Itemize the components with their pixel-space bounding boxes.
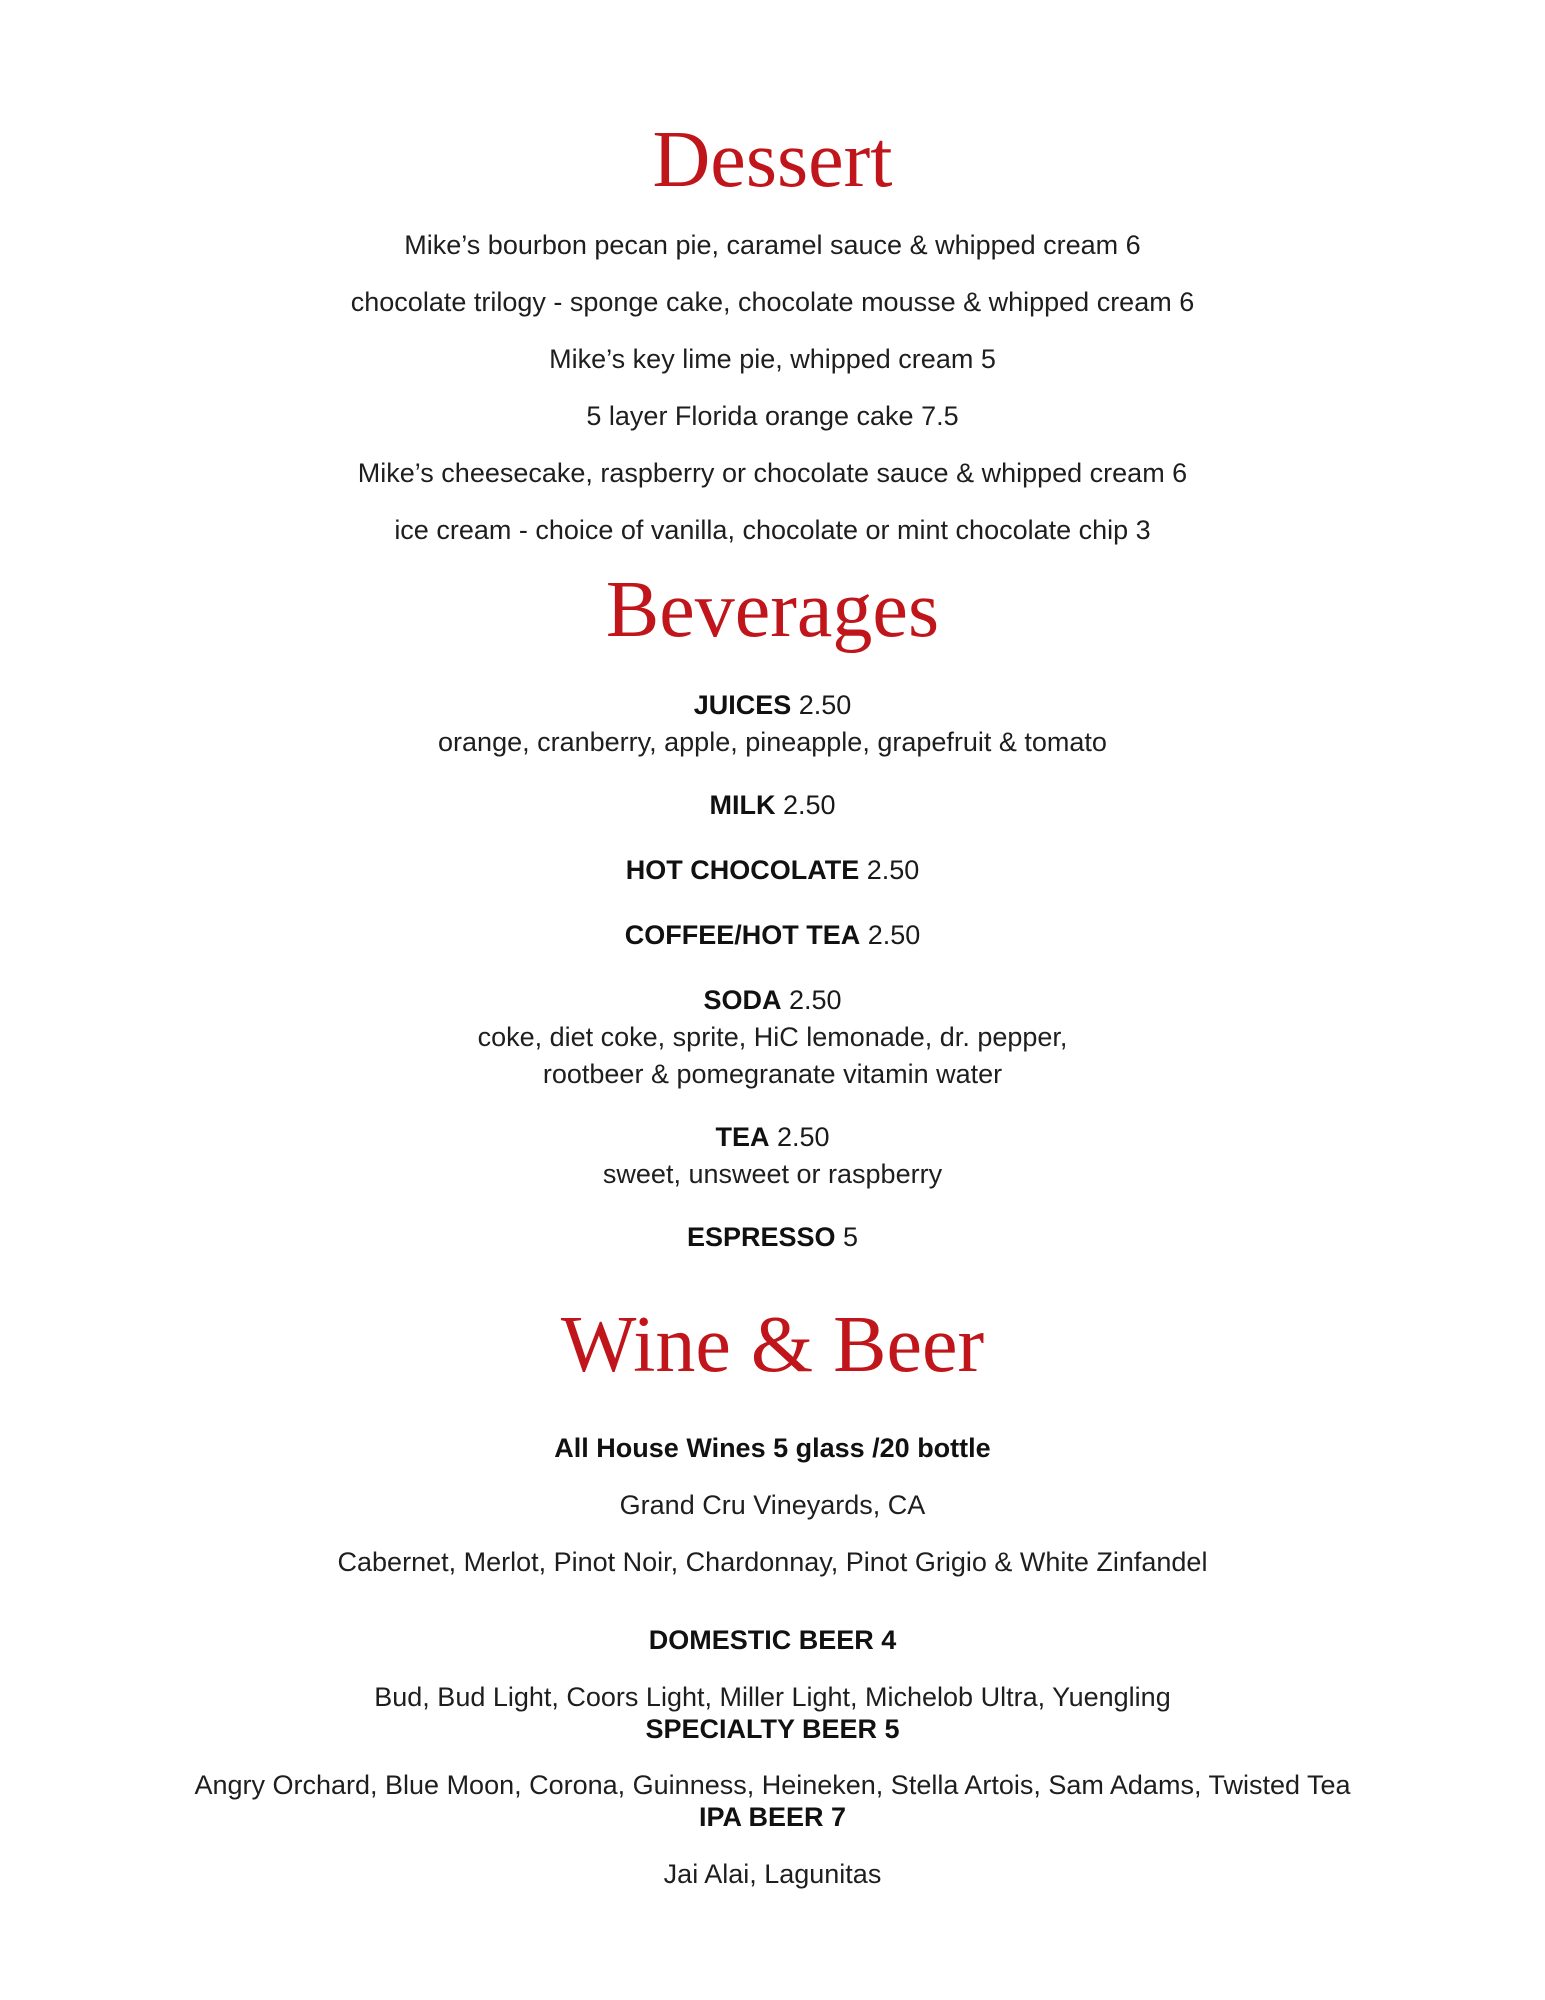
beverage-juices [0, 688, 1545, 722]
specialty-beer-heading: SPECIALTY BEER 5 [645, 1714, 900, 1744]
beverage-details: coke, diet coke, sprite, HiC lemonade, dr. pepper, [477, 1022, 1068, 1052]
dessert-item: chocolate trilogy - sponge cake, chocolate mousse & whipped cream 6 [350, 287, 1195, 317]
beverage-details: rootbeer & pomegranate vitamin water [542, 1059, 1003, 1089]
beverage-details: orange, cranberry, apple, pineapple, grapefruit & tomato [438, 727, 1107, 757]
beverage-milk [0, 788, 1545, 822]
wine-beer-heading: Wine & Beer [560, 1301, 985, 1389]
beverage-soda [0, 983, 1545, 1017]
beverage-espresso [0, 1220, 1545, 1254]
domestic-beer-heading: DOMESTIC BEER 4 [648, 1625, 897, 1655]
ipa-beer-list: Jai Alai, Lagunitas [663, 1859, 882, 1889]
specialty-beer-list: Angry Orchard, Blue Moon, Corona, Guinness, Heineken, Stella Artois, Sam Adams, Twisted Tea [194, 1770, 1351, 1800]
ipa-beer-heading: IPA BEER 7 [698, 1802, 847, 1832]
dessert-item: 5 layer Florida orange cake 7.5 [586, 401, 959, 431]
beverage-name: HOT CHOCOLATE [625, 855, 860, 885]
dessert-item: Mike’s key lime pie, whipped cream 5 [549, 344, 996, 374]
beverage-name: MILK [709, 790, 776, 820]
dessert-item: ice cream - choice of vanilla, chocolate or mint chocolate chip 3 [394, 515, 1151, 545]
beverage-tea [0, 1120, 1545, 1154]
dessert-item: Mike’s cheesecake, raspberry or chocolate sauce & whipped cream 6 [357, 458, 1188, 488]
beverage-price: 5 [843, 1222, 859, 1252]
beverage-coffee-hot-tea [0, 918, 1545, 952]
beverage-price: 2.50 [867, 920, 921, 950]
beverage-name: ESPRESSO [686, 1222, 836, 1252]
wine-varietals: Cabernet, Merlot, Pinot Noir, Chardonnay, Pinot Grigio & White Zinfandel [337, 1547, 1208, 1577]
beverage-price: 2.50 [788, 985, 842, 1015]
beverage-price: 2.50 [776, 1122, 830, 1152]
beverage-hot-chocolate [0, 853, 1545, 887]
beverage-price: 2.50 [866, 855, 920, 885]
beverage-name: COFFEE/HOT TEA [624, 920, 861, 950]
dessert-heading: Dessert [652, 116, 893, 204]
house-wines-heading: All House Wines 5 glass /20 bottle [554, 1433, 991, 1463]
beverage-price: 2.50 [798, 690, 852, 720]
beverage-name: TEA [715, 1122, 770, 1152]
beverages-heading: Beverages [605, 566, 940, 654]
vineyard-name: Grand Cru Vineyards, CA [619, 1490, 926, 1520]
beverage-name: SODA [703, 985, 782, 1015]
beverage-details: sweet, unsweet or raspberry [602, 1159, 943, 1189]
dessert-item: Mike’s bourbon pecan pie, caramel sauce & whipped cream 6 [404, 230, 1141, 260]
beverage-price: 2.50 [782, 790, 836, 820]
beverage-name: JUICES [693, 690, 792, 720]
domestic-beer-list: Bud, Bud Light, Coors Light, Miller Light, Michelob Ultra, Yuengling [374, 1682, 1171, 1712]
